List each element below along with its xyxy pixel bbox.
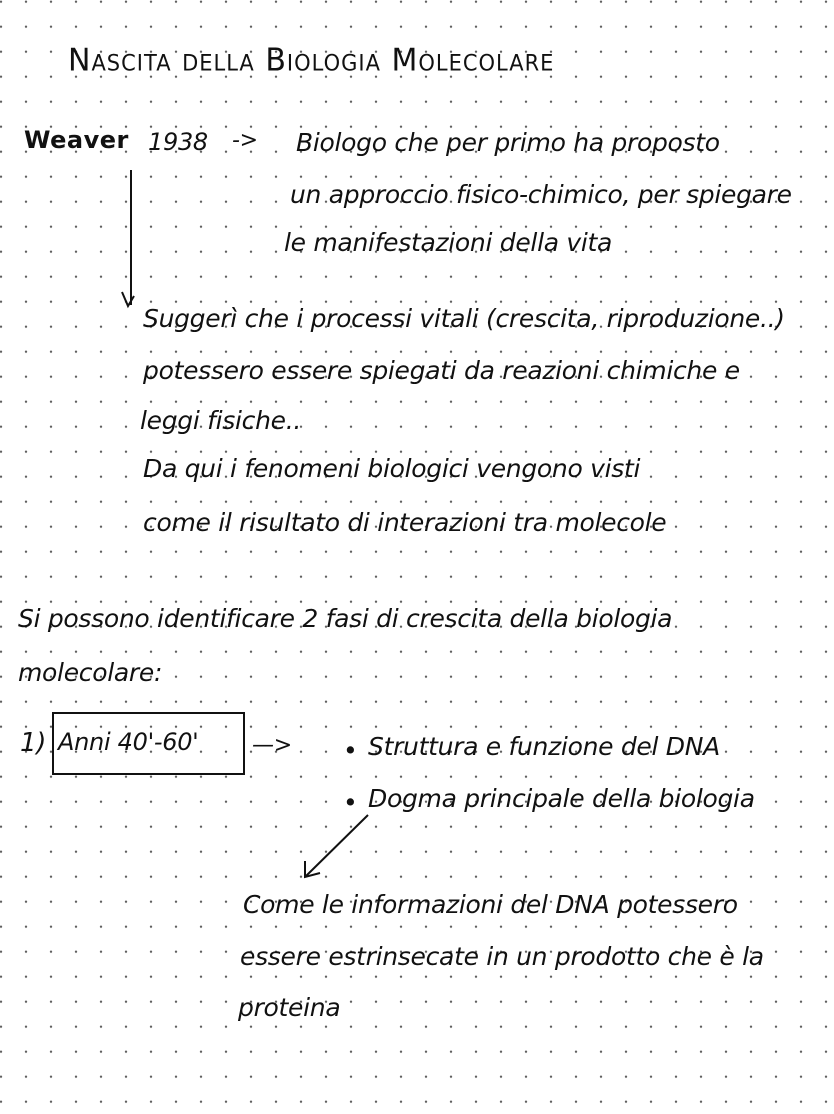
bullet-icon: • [343, 736, 358, 765]
description-line: Biologo che per primo ha proposto [296, 128, 720, 157]
paragraph-line: potessero essere spiegati da reazioni chimiche e [143, 356, 740, 385]
arrow-right-icon: —> [252, 733, 292, 758]
paragraph-line: come il risultato di interazioni tra molecole [143, 508, 667, 537]
intro-line: Si possono identificare 2 fasi di crescita della biologia [18, 604, 673, 633]
period-label: Anni 40'-60' [58, 728, 199, 756]
paragraph-line: Da qui i fenomeni biologici vengono visti [143, 454, 641, 483]
description-line: le manifestazioni della vita [284, 228, 613, 257]
bullet-icon: • [343, 788, 358, 817]
bullet-item: Struttura e funzione del DNA [368, 732, 720, 761]
arrow-right-icon: -> [232, 128, 258, 153]
description-line: un approccio fisico-chimico, per spiegare [290, 180, 792, 209]
page-title: Nascita della Biologia Molecolare [68, 42, 555, 79]
author-name: Weaver [24, 126, 129, 154]
intro-line: molecolare: [18, 658, 163, 687]
bullet-item: Dogma principale della biologia [368, 784, 755, 813]
note-line: proteina [238, 993, 341, 1022]
note-line: essere estrinsecate in un prodotto che è la [240, 942, 764, 971]
paragraph-line: Suggerì che i processi vitali (crescita, riproduzione..) [143, 304, 785, 333]
author-year: 1938 [148, 128, 208, 156]
phase-number: 1) [20, 728, 47, 758]
note-line: Come le informazioni del DNA potessero [243, 890, 738, 919]
paragraph-line: leggi fisiche.. [140, 406, 302, 435]
